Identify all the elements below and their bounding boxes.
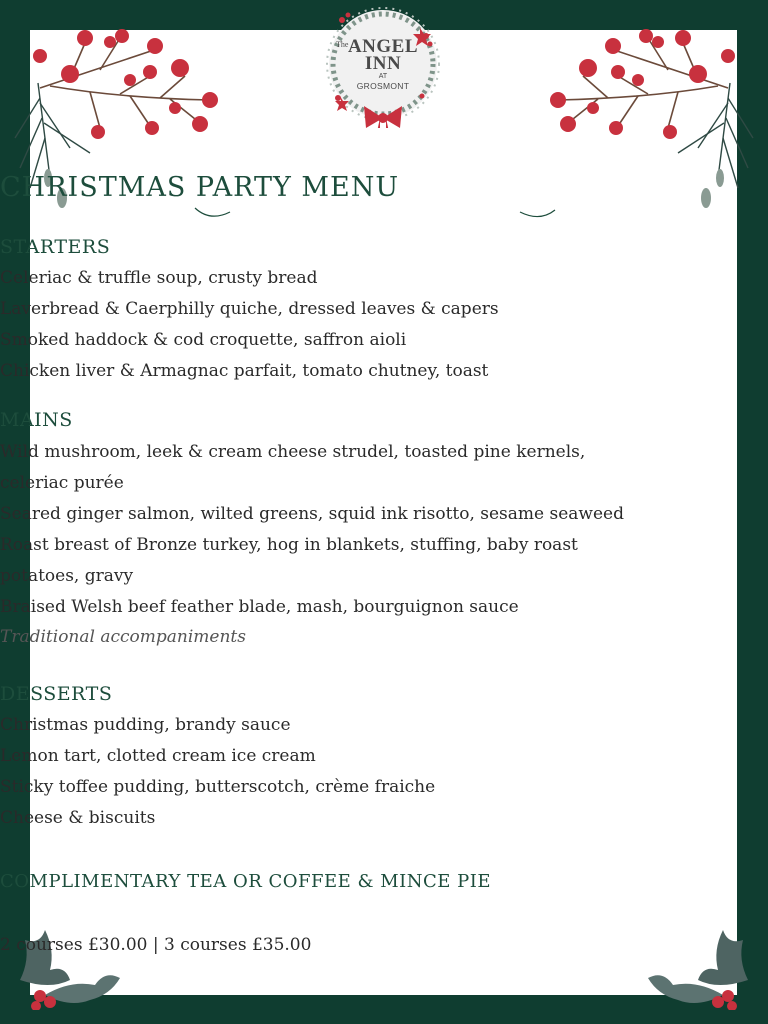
dessert-item: Sticky toffee pudding, butterscotch, crème fraiche <box>0 777 436 797</box>
mains-note: Traditional accompaniments <box>0 627 246 647</box>
starter-item: Smoked haddock & cod croquette, saffron aioli <box>0 330 407 350</box>
section-heading-desserts: DESSERTS <box>0 683 113 705</box>
main-item-line: Wild mushroom, leek & cream cheese strudel, toasted pine kernels, <box>0 442 586 462</box>
dessert-item: Lemon tart, clotted cream ice cream <box>0 746 316 766</box>
section-heading-mains: MAINS <box>0 409 73 431</box>
logo-name-line1: ANGEL <box>347 36 419 57</box>
course-prices: 2 courses £30.00 | 3 courses £35.00 <box>0 935 312 955</box>
section-heading-starters: STARTERS <box>0 236 111 258</box>
angel-inn-logo <box>322 6 444 128</box>
main-item-line: celeriac purée <box>0 473 124 493</box>
logo-name-line2: INN <box>364 53 402 74</box>
starter-item: Chicken liver & Armagnac parfait, tomato chutney, toast <box>0 361 489 381</box>
logo-at-text: AT <box>378 73 388 80</box>
dessert-item: Cheese & biscuits <box>0 808 156 828</box>
starter-item: Laverbread & Caerphilly quiche, dressed leaves & capers <box>0 299 499 319</box>
main-item-line: Braised Welsh beef feather blade, mash, bourguignon sauce <box>0 597 519 617</box>
logo-place-text: GROSMONT <box>356 81 410 91</box>
main-item-line: Seared ginger salmon, wilted greens, squid ink risotto, sesame seaweed <box>0 504 624 524</box>
main-item-line: potatoes, gravy <box>0 566 134 586</box>
holly-bottom-right <box>638 900 758 1010</box>
menu-title: CHRISTMAS PARTY MENU <box>0 172 400 203</box>
starter-item: Celeriac & truffle soup, crusty bread <box>0 268 318 288</box>
dessert-item: Christmas pudding, brandy sauce <box>0 715 291 735</box>
main-item-line: Roast breast of Bronze turkey, hog in blankets, stuffing, baby roast <box>0 535 578 555</box>
logo-the-text: The <box>336 40 349 49</box>
complimentary-note: COMPLIMENTARY TEA OR COFFEE & MINCE PIE <box>0 871 492 892</box>
title-flourish <box>190 200 580 224</box>
holly-bottom-left <box>10 900 130 1010</box>
